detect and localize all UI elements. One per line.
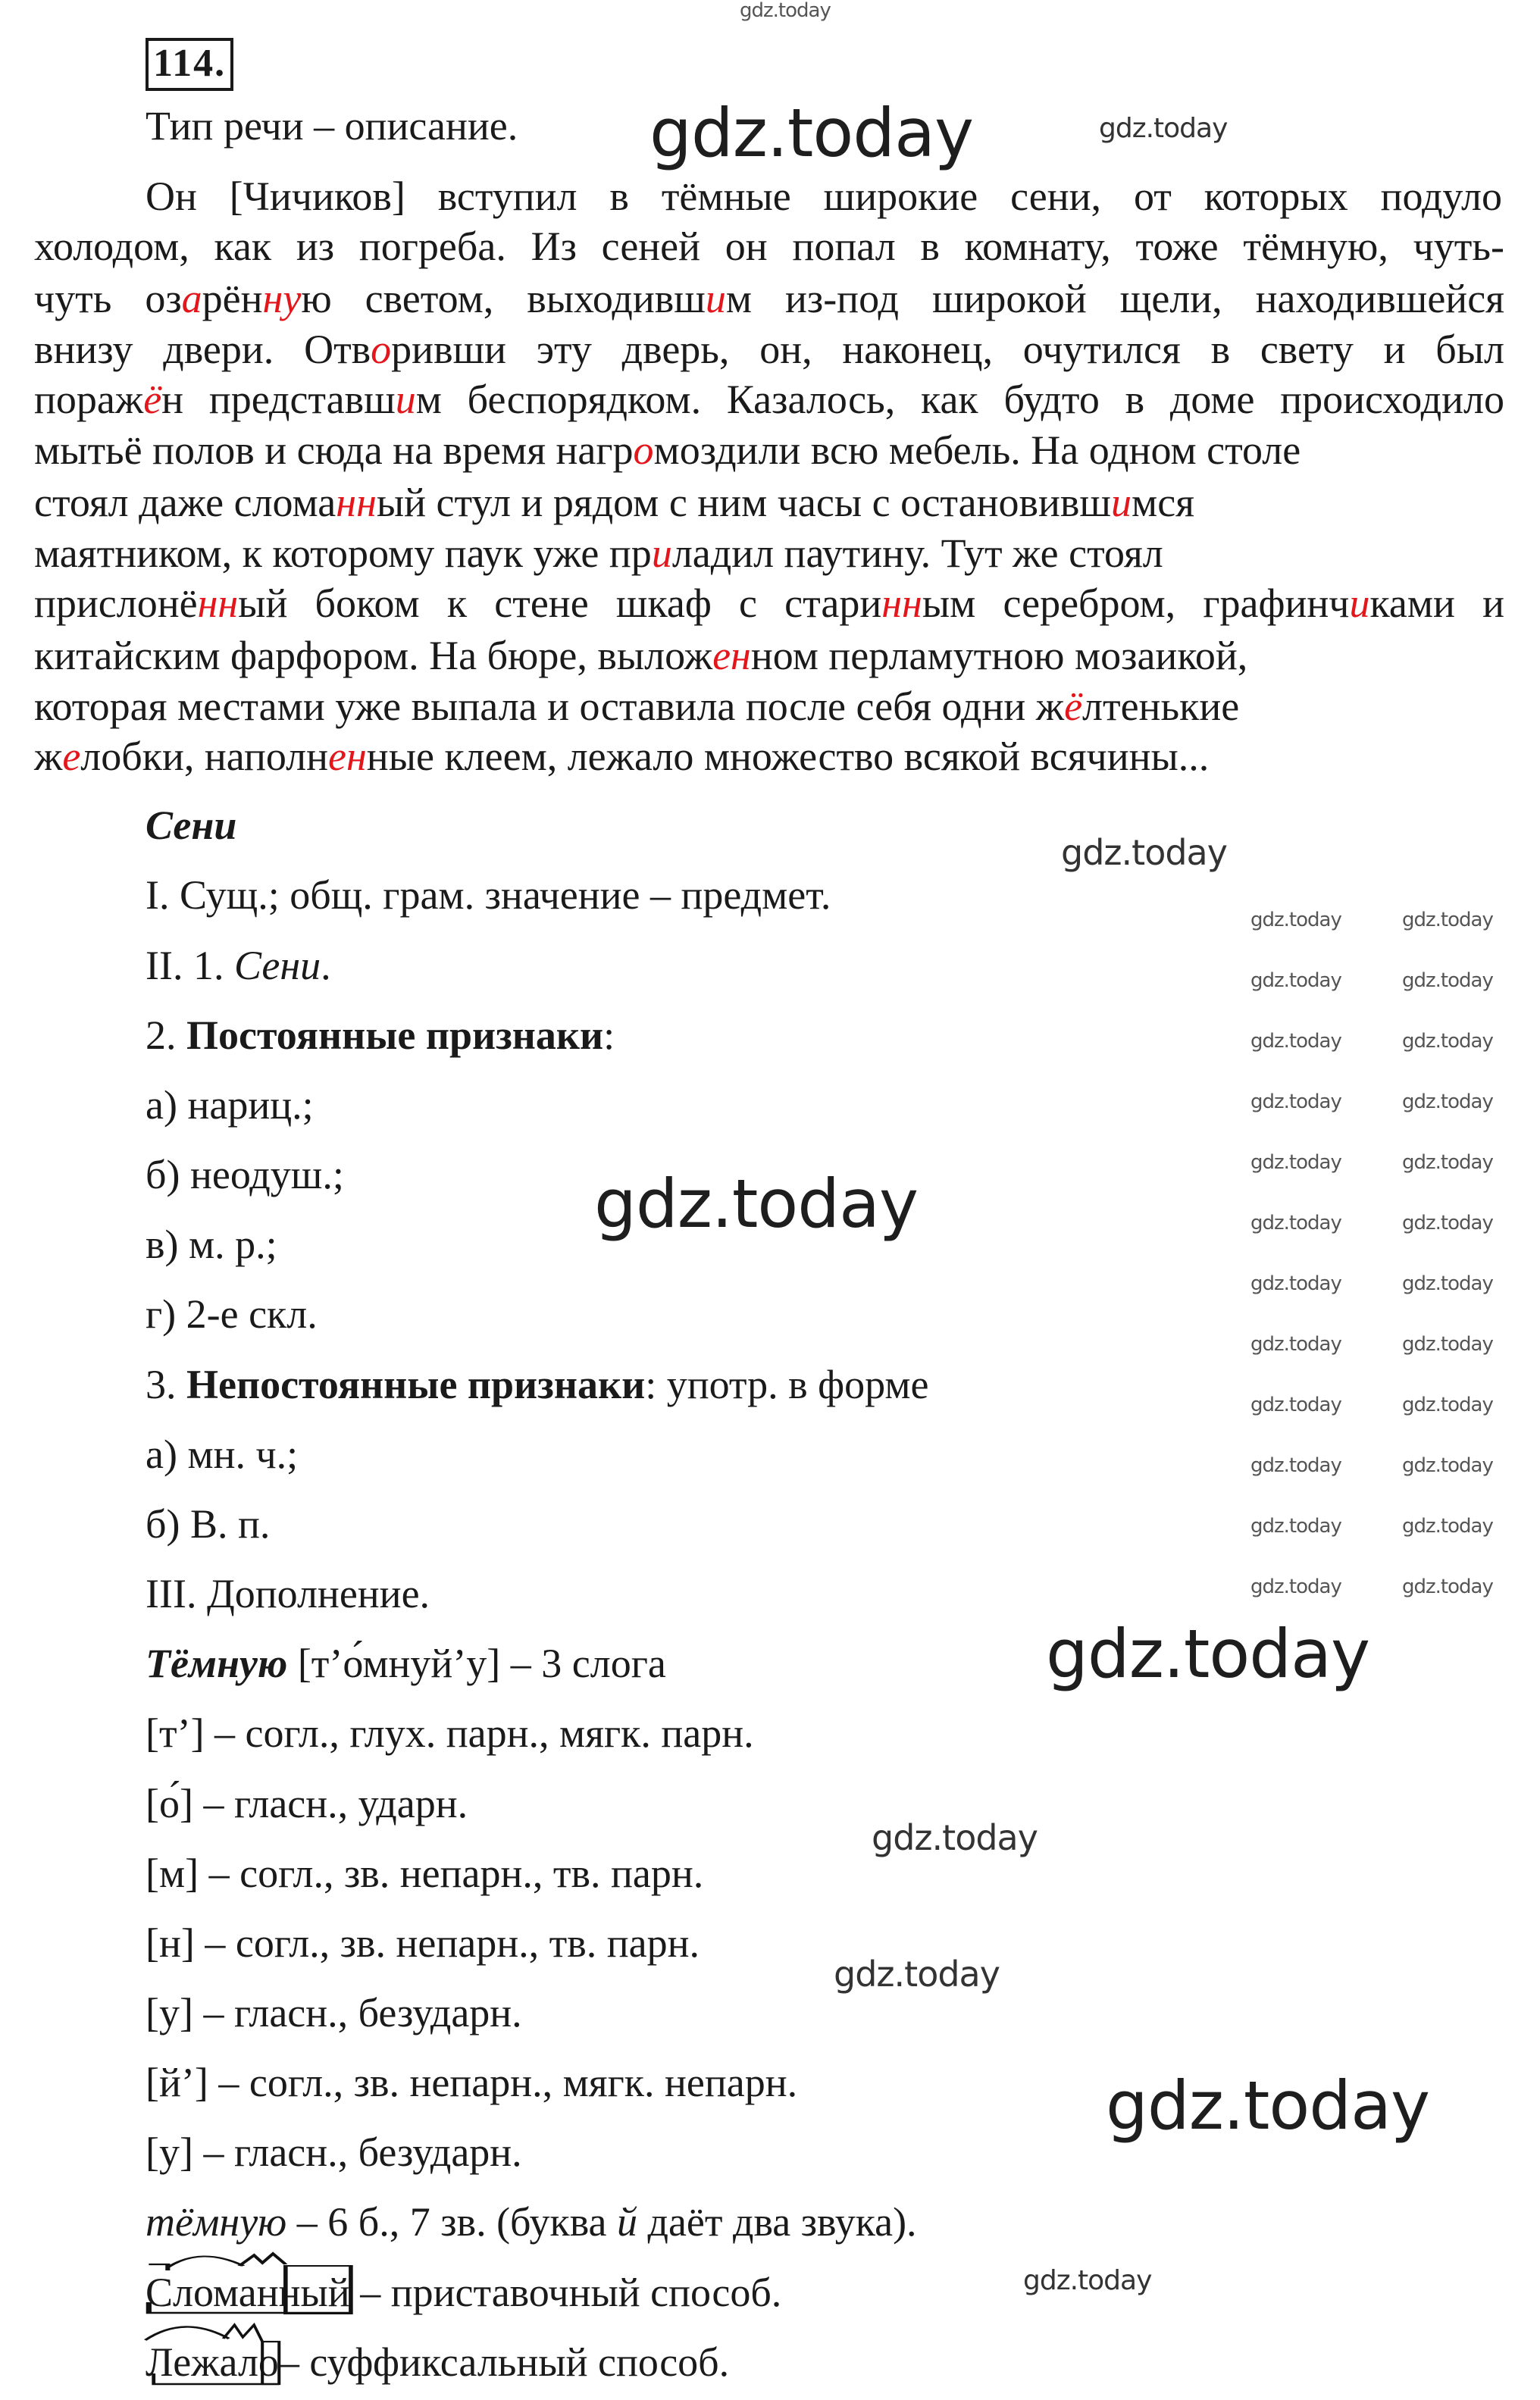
watermark-text: gdz.today [1250,1333,1341,1356]
exercise-number: 114. [146,38,233,91]
paragraph-line [34,274,1504,324]
highlighted-spelling: ну [262,276,302,322]
watermark-text: gdz.today [1250,1454,1341,1477]
paragraph-line [34,681,1239,732]
analysis-line [146,1848,703,1899]
highlighted-spelling: ё [1064,683,1083,729]
analysis-text: г) 2-е скл. [146,1291,318,1338]
watermark-text: gdz.today [1250,1151,1341,1174]
watermark-text: gdz.today [649,94,974,172]
watermark-text: gdz.today [740,0,831,22]
watermark-text: gdz.today [1402,1333,1493,1356]
analysis-text: [т’о́мнуй’у] – 3 слога [287,1641,666,1687]
analysis-line [146,1638,666,1689]
analysis-text: : [603,1012,615,1058]
analysis-text: : употр. в форме [645,1361,929,1407]
analysis-text: [у] – гласн., безударн. [146,2129,522,2176]
watermark-text: gdz.today [1099,113,1228,144]
text-fragment: ж [34,734,63,780]
highlighted-spelling: нн [197,580,239,627]
analysis-line [146,1010,615,1061]
text-fragment: которая местами уже выпала и оставила после себя одни ж [34,683,1065,729]
paragraph-line [34,477,1194,528]
word-heading: Сени [146,803,237,849]
paragraph-line [146,171,1502,222]
text-fragment: ый боком к стене шкаф с стари [238,580,882,627]
watermark-text: gdz.today [1046,1615,1370,1693]
analysis-text: в) м. р.; [146,1222,277,1268]
text-fragment: маятником, к которому паук уже пр [34,530,652,576]
watermark-text: gdz.today [1250,1030,1341,1053]
text-fragment: ривши эту дверь, он, наконец, очутился в свету и был [391,326,1505,372]
analysis-text: б) неодуш.; [146,1152,344,1198]
analysis-text: I. Сущ.; общ. грам. значение – предмет. [146,872,831,918]
analysis-line [146,2337,729,2388]
highlighted-spelling: и [651,530,672,576]
watermark-text: gdz.today [1250,1272,1341,1295]
text-fragment: н представш [161,377,396,423]
paragraph-line [34,221,1504,272]
morpheme-word [146,2337,279,2388]
analysis-line [146,1779,468,1829]
highlighted-spelling: нн [336,479,377,525]
analysis-line [146,1289,318,1340]
morpheme-word-text: Сломанный [146,2269,350,2315]
watermark-text: gdz.today [1250,1090,1341,1113]
watermark-text: gdz.today [834,1954,1000,1995]
watermark-text: gdz.today [1250,1394,1341,1416]
analysis-line [146,1708,754,1759]
text-fragment: Он [Чичиков] вступил в тёмные широкие сени, от которых подуло [146,173,1502,219]
italic-term: й [616,2199,637,2245]
watermark-text: gdz.today [1402,1454,1493,1477]
bold-term: Постоянные признаки [186,1012,604,1058]
analysis-text: – суффиксальный способ. [278,2339,730,2385]
text-fragment: лтенькие [1082,683,1240,729]
analysis-line [146,2127,522,2178]
text-fragment: ым серебром, графинч [922,580,1350,627]
highlighted-spelling: и [395,377,416,423]
text-fragment: рён [202,276,263,322]
watermark-text: gdz.today [1023,2265,1152,2296]
analysis-text: [т’] – согл., глух. парн., мягк. парн. [146,1710,754,1757]
watermark-text: gdz.today [1402,969,1493,992]
bold-term: Непостоянные признаки [186,1361,646,1407]
analysis-line [146,1499,270,1550]
analysis-line [146,2267,781,2318]
highlighted-spelling: о [633,427,654,474]
analysis-text: 2. [146,1012,186,1058]
paragraph-line [34,631,1247,681]
speech-type: Тип речи – описание. [146,103,518,149]
watermark-text: gdz.today [1402,1030,1493,1053]
text-fragment: ками и [1369,580,1504,627]
text-fragment: внизу двери. Отв [34,326,371,372]
watermark-text: gdz.today [1402,1515,1493,1538]
analysis-line [146,940,331,991]
watermark-text: gdz.today [1250,969,1341,992]
analysis-line [146,1569,430,1619]
watermark-text: gdz.today [1402,1272,1493,1295]
analysis-text: а) нариц.; [146,1081,314,1128]
text-fragment: ый стул и рядом с ним часы с остановивш [376,479,1112,525]
analysis-line [146,1918,700,1969]
analysis-text: II. 1. [146,942,234,988]
analysis-text: б) В. п. [146,1500,271,1547]
paragraph-line [34,731,1209,782]
watermark-text: gdz.today [1106,2067,1430,2145]
text-fragment: мытьё полов и сюда на время нагр [34,427,634,474]
highlighted-spelling: и [705,276,726,322]
watermark-text: gdz.today [1061,832,1227,873]
analysis-text: – приставочный способ. [349,2269,782,2315]
italic-term: тёмную [146,2199,287,2245]
watermark-text: gdz.today [1402,1575,1493,1598]
watermark-text: gdz.today [1250,909,1341,931]
watermark-text: gdz.today [1402,1151,1493,1174]
highlighted-spelling: нн [881,580,922,627]
watermark-text: gdz.today [594,1165,919,1243]
morpheme-word [146,2267,350,2318]
text-fragment: китайским фарфором. На бюре, вылож [34,632,713,678]
text-fragment: холодом, как из погреба. Из сеней он попал в комнату, тоже тёмную, чуть- [34,224,1504,270]
morpheme-diagram-icon [142,2251,353,2330]
highlighted-spelling: е [62,734,81,780]
analysis-text: [н] – согл., зв. непарн., тв. парн. [146,1920,700,1966]
analysis-line [146,2057,797,2108]
paragraph-line [34,528,1163,579]
text-fragment: ладил паутину. Тут же стоял [671,530,1163,576]
paragraph-line [34,374,1504,425]
analysis-text: [й’] – согл., зв. непарн., мягк. непарн. [146,2060,798,2106]
morpheme-word-text: Лежало [146,2339,279,2385]
word-heading: Тёмную [146,1641,288,1687]
analysis-text: [о́] – гласн., ударн. [146,1780,468,1826]
text-fragment: пораж [34,377,144,423]
text-fragment: ном перламутною мозаикой, [750,632,1248,678]
watermark-text: gdz.today [1250,1515,1341,1538]
watermark-text: gdz.today [1402,1212,1493,1234]
text-fragment: стоял даже слома [34,479,336,525]
highlighted-spelling: ё [143,377,162,423]
analysis-text: . [321,942,331,988]
watermark-text: gdz.today [1250,1212,1341,1234]
highlighted-spelling: ен [712,632,751,678]
analysis-line [146,1080,314,1131]
text-fragment: мся [1132,479,1194,525]
analysis-line [146,800,236,851]
highlighted-spelling: о [371,326,392,372]
watermark-text: gdz.today [1402,1394,1493,1416]
text-fragment: ю светом, выходивш [301,276,706,322]
analysis-line [146,1429,298,1480]
watermark-text: gdz.today [1402,1090,1493,1113]
morpheme-diagram-icon [142,2320,282,2399]
analysis-text: даёт два звука). [637,2199,917,2245]
analysis-line [146,1219,277,1270]
watermark-text: gdz.today [1402,909,1493,931]
highlighted-spelling: и [1111,479,1132,525]
paragraph-line [34,425,1301,476]
watermark-text: gdz.today [872,1817,1038,1858]
text-fragment: чуть оз [34,276,182,322]
analysis-text: – 6 б., 7 зв. (буква [286,2199,617,2245]
italic-term: Сени [233,942,321,988]
analysis-text: [у] – гласн., безударн. [146,1989,522,2035]
analysis-line [146,870,831,921]
analysis-text: а) мн. ч.; [146,1431,299,1477]
text-fragment: прислонё [34,580,198,627]
text-fragment: м из-под широкой щели, находившейся [725,276,1505,322]
highlighted-spelling: а [181,276,202,322]
highlighted-spelling: и [1349,580,1370,627]
watermark-text: gdz.today [1250,1575,1341,1598]
text-fragment: м беспорядком. Казалось, как будто в доме происходило [415,377,1504,423]
analysis-text: III. Дополнение. [146,1571,430,1617]
analysis-line [146,1150,344,1200]
highlighted-spelling: ен [328,734,367,780]
text-fragment: моздили всю мебель. На одном столе [653,427,1301,474]
analysis-text: 3. [146,1361,186,1407]
text-fragment: лобки, наполн [80,734,329,780]
analysis-line [146,1360,928,1410]
paragraph-line [34,324,1504,375]
analysis-text: [м] – согл., зв. непарн., тв. парн. [146,1850,704,1896]
text-fragment: ные клеем, лежало множество всякой всячины... [366,734,1210,780]
analysis-line [146,1988,522,2039]
paragraph-line [34,578,1504,629]
analysis-line [146,2197,917,2248]
